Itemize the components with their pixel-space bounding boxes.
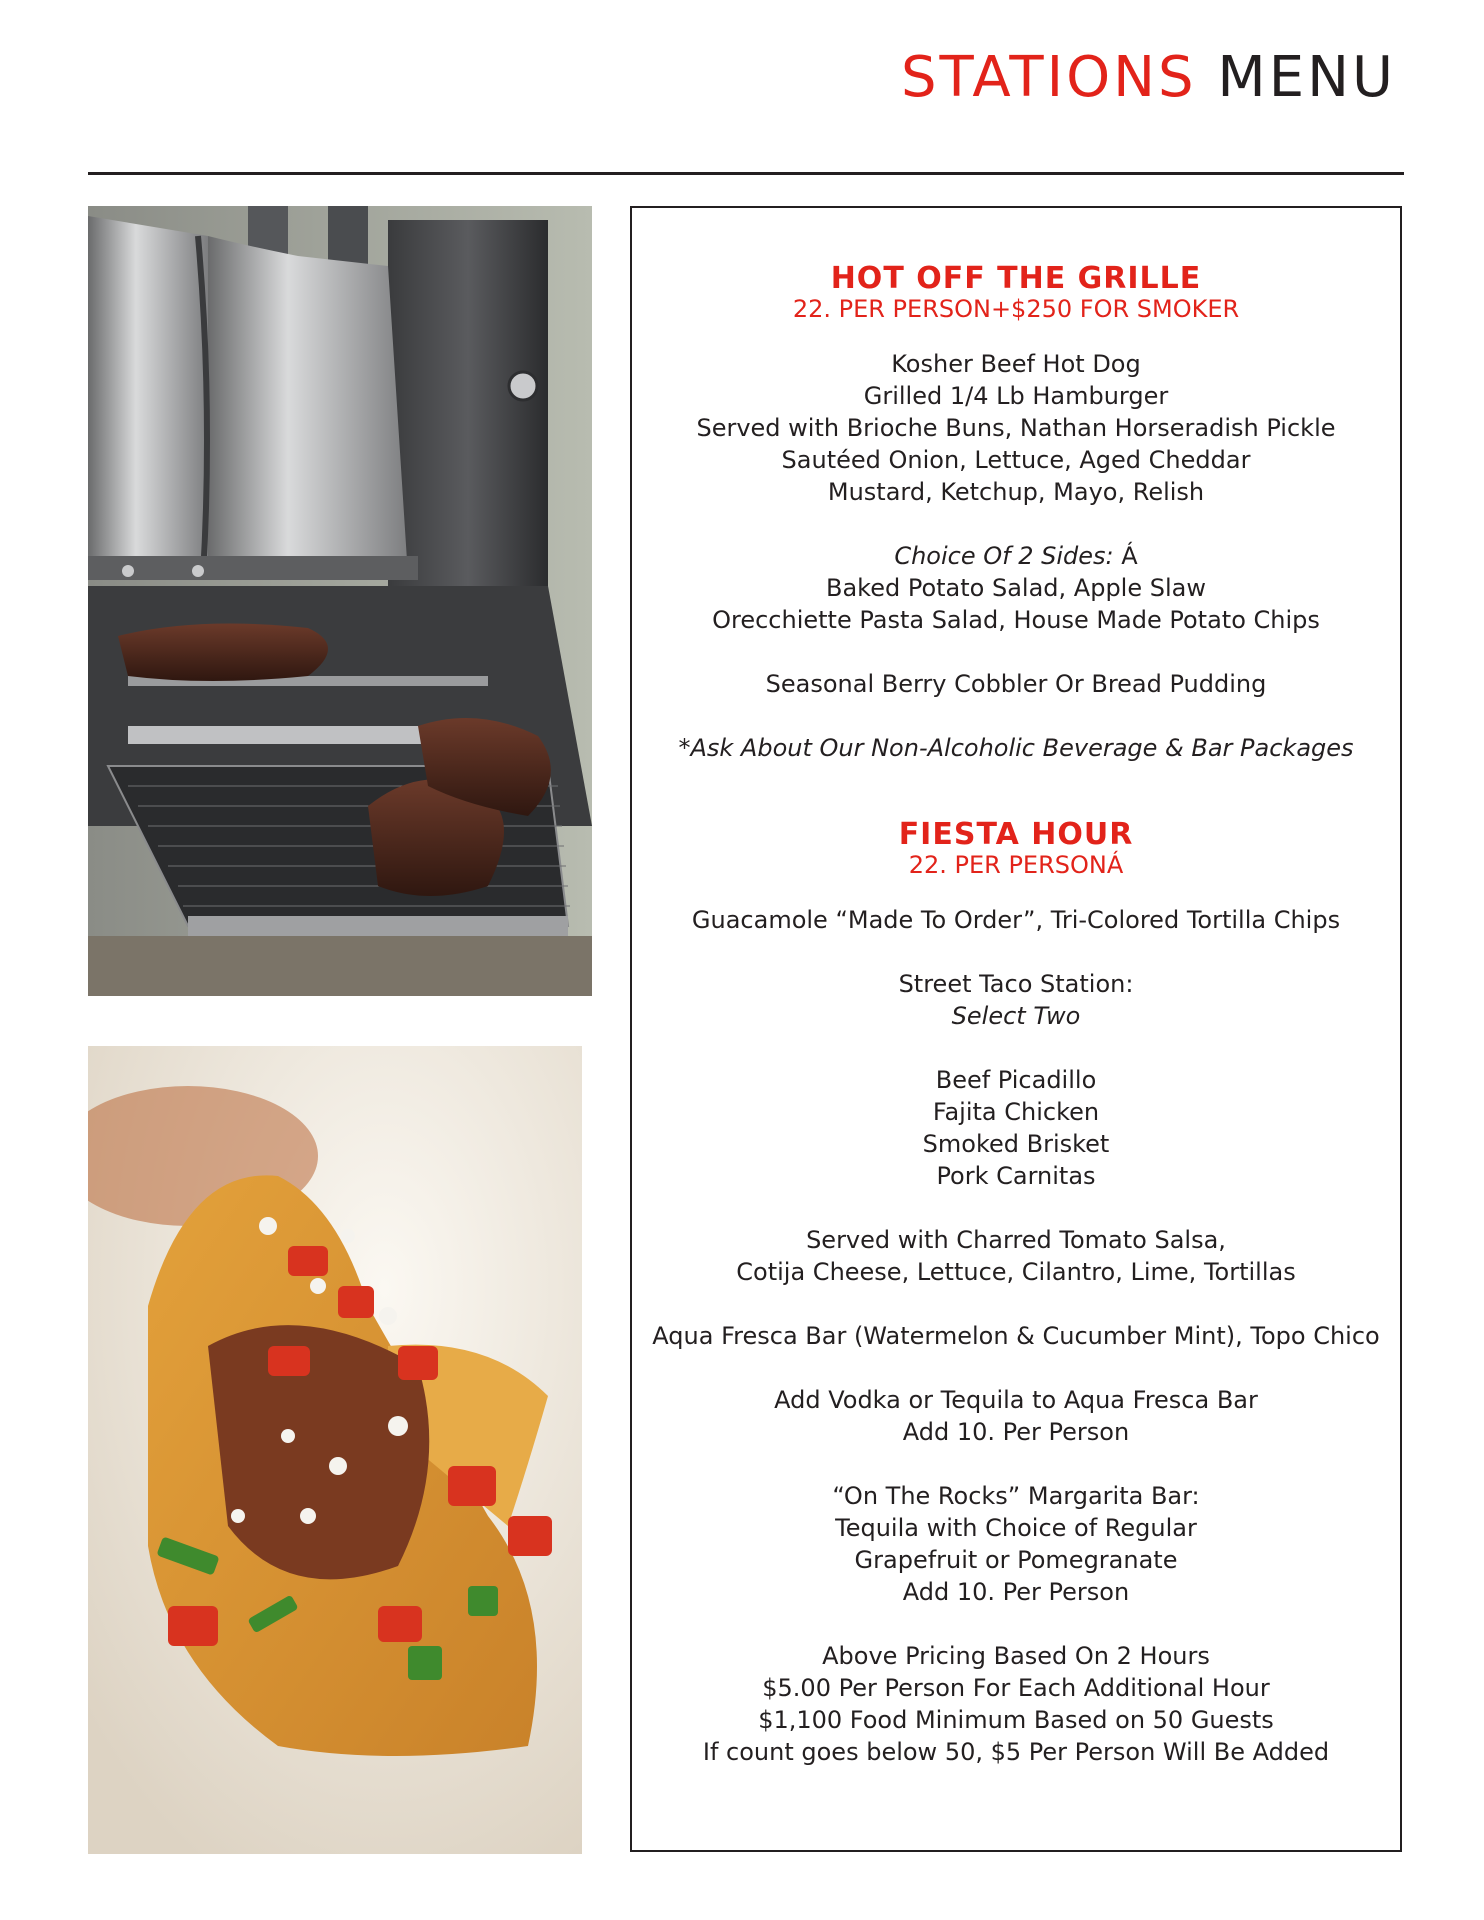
menu-panel <box>630 206 1402 1852</box>
menu-content <box>632 261 1400 1768</box>
taco-illustration <box>88 1046 582 1854</box>
guacamole-item: Guacamole “Made To Order”, Tri-Colored Tortilla Chips <box>691 906 1341 934</box>
taco-option: Pork Carnitas <box>936 1162 1096 1190</box>
menu-item: Mustard, Ketchup, Mayo, Relish <box>827 478 1205 506</box>
section-price-fiesta: 22. PER PERSONÁ <box>908 851 1124 879</box>
taco-option: Beef Picadillo <box>935 1066 1097 1094</box>
smoker-grill-photo <box>88 206 592 996</box>
page-title-accent: STATIONS <box>901 45 1197 110</box>
pricing-note: $1,100 Food Minimum Based on 50 Guests <box>758 1706 1274 1734</box>
beverage-note: *Ask About Our Non-Alcoholic Beverage & Bar Packages <box>678 734 1354 762</box>
taco-select-note: Select Two <box>951 1002 1081 1030</box>
addon-line: Add Vodka or Tequila to Aqua Fresca Bar <box>774 1386 1258 1414</box>
page-title-main: MENU <box>1217 45 1396 110</box>
pricing-note: If count goes below 50, $5 Per Person Will Be Added <box>702 1738 1330 1766</box>
side-option: Baked Potato Salad, Apple Slaw <box>826 574 1206 602</box>
menu-item: Grilled 1/4 Lb Hamburger <box>863 382 1169 410</box>
pricing-note: Above Pricing Based On 2 Hours <box>822 1642 1210 1670</box>
taco-option: Smoked Brisket <box>922 1130 1110 1158</box>
side-option: Orecchiette Pasta Salad, House Made Potato Chips <box>712 606 1320 634</box>
served-with-line: Served with Charred Tomato Salsa, <box>806 1226 1226 1254</box>
menu-item: Kosher Beef Hot Dog <box>891 350 1141 378</box>
section-title-grille: HOT OFF THE GRILLE <box>830 261 1202 296</box>
section-title-fiesta: FIESTA HOUR <box>898 817 1134 852</box>
margarita-line: “On The Rocks” Margarita Bar: <box>832 1482 1200 1510</box>
menu-item: Served with Brioche Buns, Nathan Horseradish Pickle <box>696 414 1336 442</box>
taco-station-label: Street Taco Station: <box>898 970 1134 998</box>
sides-suffix: Á <box>1113 542 1138 570</box>
page-title <box>901 45 1396 110</box>
smoker-grill-illustration <box>88 206 592 996</box>
margarita-line: Tequila with Choice of Regular <box>835 1514 1197 1542</box>
header-divider <box>88 172 1404 175</box>
sides-label: Choice Of 2 Sides: <box>894 542 1114 570</box>
taco-photo <box>88 1046 582 1854</box>
served-with-line: Cotija Cheese, Lettuce, Cilantro, Lime, Tortillas <box>736 1258 1296 1286</box>
aqua-fresca-item: Aqua Fresca Bar (Watermelon & Cucumber Mint), Topo Chico <box>652 1322 1380 1350</box>
sides-heading <box>632 540 1400 572</box>
section-price-grille: 22. PER PERSON+$250 FOR SMOKER <box>792 295 1240 323</box>
margarita-line: Add 10. Per Person <box>902 1578 1130 1606</box>
taco-option: Fajita Chicken <box>932 1098 1100 1126</box>
menu-item: Sautéed Onion, Lettuce, Aged Cheddar <box>781 446 1251 474</box>
addon-line: Add 10. Per Person <box>902 1418 1130 1446</box>
margarita-line: Grapefruit or Pomegranate <box>854 1546 1178 1574</box>
dessert-option: Seasonal Berry Cobbler Or Bread Pudding <box>765 670 1267 698</box>
pricing-note: $5.00 Per Person For Each Additional Hour <box>762 1674 1270 1702</box>
